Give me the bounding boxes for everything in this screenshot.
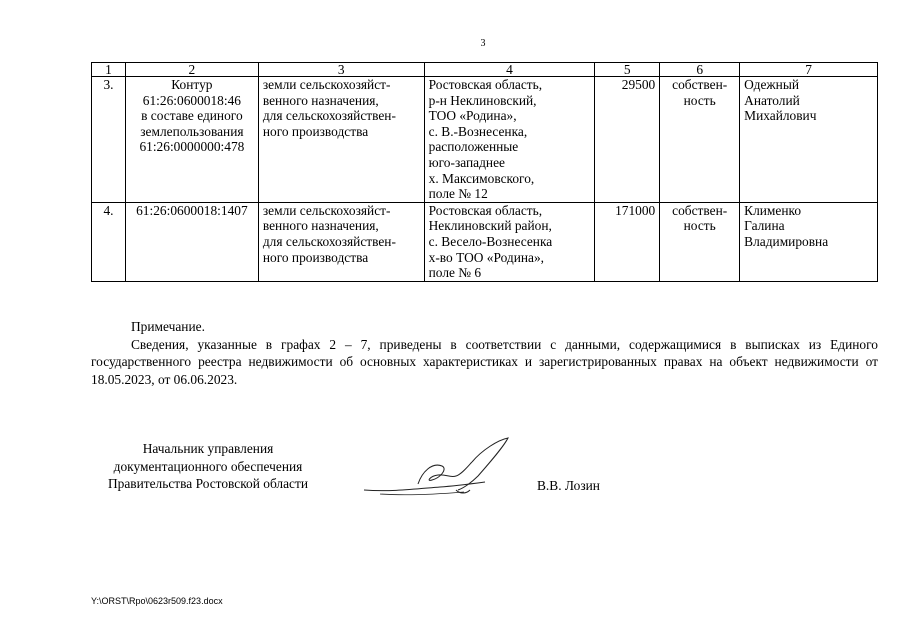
column-header: 5	[595, 63, 660, 77]
column-header: 7	[740, 63, 878, 77]
position-line: документационного обеспечения	[113, 458, 303, 474]
right-type: собствен- ность	[660, 77, 740, 203]
position-line: Правительства Ростовской области	[107, 476, 309, 491]
area-value: 29500	[595, 77, 660, 203]
area-value: 171000	[595, 202, 660, 281]
cadastral-number: Контур 61:26:0600018:46 в составе единого землепользования 61:26:0000000:478	[125, 77, 258, 203]
table-row	[92, 202, 878, 281]
table-row	[92, 77, 878, 203]
table-header-row	[92, 63, 878, 77]
note-text: Сведения, указанные в графах 2 – 7, приведены в соответствии с данными, содержащимися в выписках из Единого государственного реестра недвижимости об основных характеристиках и зарегистрированных правах на объект недвижимости от 18.05.2023, от 06.06.2023.	[91, 336, 878, 387]
owner-name: Одежный Анатолий Михайлович	[740, 77, 878, 203]
column-header: 2	[125, 63, 258, 77]
position-line: Начальник управления	[142, 441, 274, 456]
column-header: 4	[424, 63, 595, 77]
land-category: земли сельскохозяйст- венного назначения, для сельскохозяйствен- ного производства	[258, 77, 424, 203]
signatory-position	[88, 440, 328, 493]
column-header: 1	[92, 63, 126, 77]
owner-name: Клименко Галина Владимировна	[740, 202, 878, 281]
row-number: 3.	[92, 77, 126, 203]
note-section	[91, 318, 878, 388]
cadastral-number: 61:26:0600018:1407	[125, 202, 258, 281]
column-header: 6	[660, 63, 740, 77]
right-type: собствен- ность	[660, 202, 740, 281]
column-header: 3	[258, 63, 424, 77]
location: Ростовская область, Неклиновский район, с. Весело-Вознесенка х-во ТОО «Родина», поле № 6	[424, 202, 595, 281]
file-path: Y:\ORST\Rpo\0623r509.f23.docx	[91, 596, 223, 606]
land-category: земли сельскохозяйст- венного назначения, для сельскохозяйствен- ного производства	[258, 202, 424, 281]
signer-name: В.В. Лозин	[537, 478, 600, 493]
handwritten-signature	[360, 432, 520, 502]
land-registry-table	[91, 62, 878, 282]
note-title: Примечание.	[131, 319, 205, 334]
location: Ростовская область, р-н Неклиновский, ТОО «Родина», с. В.-Вознесенка, расположенные юго-западнее х. Максимовского, поле № 12	[424, 77, 595, 203]
row-number: 4.	[92, 202, 126, 281]
page-number: 3	[480, 38, 486, 49]
